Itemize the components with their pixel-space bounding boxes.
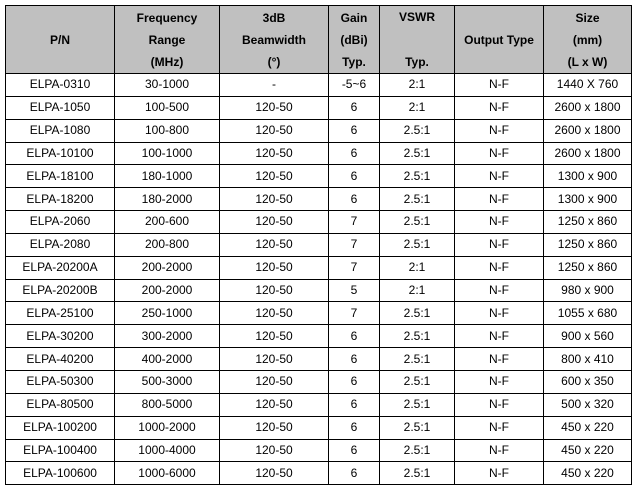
cell-size: 1300 x 900	[544, 188, 632, 211]
table-row	[6, 279, 632, 302]
table-row	[6, 256, 632, 279]
cell-size: 900 x 560	[544, 325, 632, 348]
cell-pn: ELPA-100400	[6, 439, 115, 462]
cell-freq: 200-800	[115, 233, 220, 256]
cell-beam: 120-50	[220, 188, 329, 211]
cell-gain: 6	[329, 119, 380, 142]
cell-output: N-F	[455, 142, 544, 165]
cell-size: 1250 x 860	[544, 233, 632, 256]
column-header-beam-label	[220, 6, 328, 73]
cell-pn: ELPA-18100	[6, 165, 115, 188]
table-row	[6, 416, 632, 439]
header-line: (mm)	[572, 32, 603, 47]
cell-freq: 30-1000	[115, 74, 220, 97]
cell-vswr: 2:1	[380, 256, 455, 279]
table-row	[6, 165, 632, 188]
column-header-size-label	[544, 6, 631, 73]
cell-gain: 6	[329, 96, 380, 119]
header-line: VSWR	[399, 10, 435, 24]
cell-gain: 6	[329, 142, 380, 165]
cell-output: N-F	[455, 302, 544, 325]
cell-gain: 6	[329, 348, 380, 371]
cell-output: N-F	[455, 165, 544, 188]
header-line: (°)	[267, 54, 281, 69]
column-header-vswr	[380, 6, 455, 74]
cell-freq: 1000-6000	[115, 462, 220, 485]
cell-freq: 200-600	[115, 211, 220, 234]
cell-freq: 180-2000	[115, 188, 220, 211]
cell-freq: 300-2000	[115, 325, 220, 348]
cell-gain: 7	[329, 256, 380, 279]
cell-beam: 120-50	[220, 233, 329, 256]
header-line: (L x W)	[567, 54, 608, 69]
cell-gain: 6	[329, 439, 380, 462]
cell-beam: -	[220, 74, 329, 97]
cell-freq: 800-5000	[115, 393, 220, 416]
cell-pn: ELPA-50300	[6, 370, 115, 393]
cell-freq: 100-1000	[115, 142, 220, 165]
table-header-row	[6, 6, 632, 74]
cell-beam: 120-50	[220, 439, 329, 462]
cell-vswr: 2:1	[380, 96, 455, 119]
cell-pn: ELPA-2060	[6, 211, 115, 234]
cell-output: N-F	[455, 211, 544, 234]
cell-beam: 120-50	[220, 142, 329, 165]
cell-output: N-F	[455, 119, 544, 142]
cell-pn: ELPA-80500	[6, 393, 115, 416]
cell-output: N-F	[455, 462, 544, 485]
cell-output: N-F	[455, 256, 544, 279]
header-line: Size	[575, 10, 600, 25]
cell-beam: 120-50	[220, 462, 329, 485]
cell-gain: 7	[329, 233, 380, 256]
cell-beam: 120-50	[220, 165, 329, 188]
cell-pn: ELPA-25100	[6, 302, 115, 325]
cell-beam: 120-50	[220, 302, 329, 325]
table-row	[6, 119, 632, 142]
column-header-freq	[115, 6, 220, 74]
cell-vswr: 2.5:1	[380, 165, 455, 188]
cell-output: N-F	[455, 325, 544, 348]
table-row	[6, 348, 632, 371]
cell-size: 2600 x 1800	[544, 96, 632, 119]
cell-vswr: 2.5:1	[380, 142, 455, 165]
header-line: Frequency	[136, 10, 198, 25]
cell-freq: 100-500	[115, 96, 220, 119]
header-line: Typ.	[342, 54, 366, 69]
table-row	[6, 211, 632, 234]
cell-gain: 6	[329, 462, 380, 485]
cell-output: N-F	[455, 279, 544, 302]
cell-output: N-F	[455, 96, 544, 119]
antenna-spec-table	[5, 5, 632, 485]
column-header-output-label	[455, 6, 543, 73]
cell-output: N-F	[455, 74, 544, 97]
column-header-gain	[329, 6, 380, 74]
header-line: P/N	[49, 32, 70, 47]
header-line: Typ.	[405, 55, 429, 69]
table-row	[6, 142, 632, 165]
cell-freq: 500-3000	[115, 370, 220, 393]
cell-size: 800 x 410	[544, 348, 632, 371]
cell-beam: 120-50	[220, 211, 329, 234]
header-line: Gain	[340, 10, 368, 25]
cell-pn: ELPA-30200	[6, 325, 115, 348]
cell-beam: 120-50	[220, 119, 329, 142]
cell-freq: 1000-2000	[115, 416, 220, 439]
cell-output: N-F	[455, 188, 544, 211]
cell-vswr: 2.5:1	[380, 462, 455, 485]
cell-vswr: 2.5:1	[380, 188, 455, 211]
cell-pn: ELPA-2080	[6, 233, 115, 256]
column-header-pn	[6, 6, 115, 74]
cell-size: 1250 x 860	[544, 256, 632, 279]
cell-vswr: 2.5:1	[380, 439, 455, 462]
table-row	[6, 74, 632, 97]
cell-beam: 120-50	[220, 256, 329, 279]
cell-vswr: 2.5:1	[380, 370, 455, 393]
column-header-output	[455, 6, 544, 74]
header-line: 3dB	[262, 10, 286, 25]
cell-pn: ELPA-0310	[6, 74, 115, 97]
cell-size: 500 x 320	[544, 393, 632, 416]
cell-pn: ELPA-18200	[6, 188, 115, 211]
cell-vswr: 2.5:1	[380, 416, 455, 439]
cell-vswr: 2:1	[380, 74, 455, 97]
cell-output: N-F	[455, 439, 544, 462]
column-header-size	[544, 6, 632, 74]
cell-gain: 7	[329, 302, 380, 325]
cell-pn: ELPA-100200	[6, 416, 115, 439]
cell-gain: 6	[329, 165, 380, 188]
cell-freq: 400-2000	[115, 348, 220, 371]
header-line: Range	[148, 32, 186, 47]
cell-output: N-F	[455, 393, 544, 416]
table-row	[6, 188, 632, 211]
cell-size: 1300 x 900	[544, 165, 632, 188]
table-row	[6, 233, 632, 256]
cell-pn: ELPA-10100	[6, 142, 115, 165]
cell-pn: ELPA-100600	[6, 462, 115, 485]
cell-size: 600 x 350	[544, 370, 632, 393]
cell-vswr: 2:1	[380, 279, 455, 302]
cell-size: 980 x 900	[544, 279, 632, 302]
cell-gain: -5~6	[329, 74, 380, 97]
cell-pn: ELPA-40200	[6, 348, 115, 371]
column-header-beam	[220, 6, 329, 74]
table-row	[6, 439, 632, 462]
table-row	[6, 302, 632, 325]
cell-size: 450 x 220	[544, 462, 632, 485]
cell-freq: 100-800	[115, 119, 220, 142]
cell-gain: 6	[329, 325, 380, 348]
cell-gain: 6	[329, 188, 380, 211]
table-body	[6, 74, 632, 485]
cell-pn: ELPA-1050	[6, 96, 115, 119]
cell-beam: 120-50	[220, 393, 329, 416]
cell-pn: ELPA-20200A	[6, 256, 115, 279]
cell-size: 2600 x 1800	[544, 142, 632, 165]
column-header-vswr-label	[380, 6, 454, 73]
table-row	[6, 325, 632, 348]
cell-pn: ELPA-1080	[6, 119, 115, 142]
cell-size: 2600 x 1800	[544, 119, 632, 142]
cell-beam: 120-50	[220, 416, 329, 439]
table-row	[6, 370, 632, 393]
cell-freq: 180-1000	[115, 165, 220, 188]
cell-pn: ELPA-20200B	[6, 279, 115, 302]
cell-freq: 250-1000	[115, 302, 220, 325]
cell-vswr: 2.5:1	[380, 119, 455, 142]
header-line: Beamwidth	[241, 32, 306, 47]
cell-freq: 1000-4000	[115, 439, 220, 462]
column-header-gain-label	[329, 6, 379, 73]
cell-gain: 7	[329, 211, 380, 234]
cell-freq: 200-2000	[115, 256, 220, 279]
cell-gain: 5	[329, 279, 380, 302]
cell-size: 1440 X 760	[544, 74, 632, 97]
cell-vswr: 2.5:1	[380, 211, 455, 234]
cell-beam: 120-50	[220, 325, 329, 348]
cell-vswr: 2.5:1	[380, 348, 455, 371]
cell-size: 1250 x 860	[544, 211, 632, 234]
table-row	[6, 96, 632, 119]
cell-output: N-F	[455, 370, 544, 393]
cell-output: N-F	[455, 416, 544, 439]
cell-size: 1055 x 680	[544, 302, 632, 325]
cell-size: 450 x 220	[544, 439, 632, 462]
table-row	[6, 393, 632, 416]
header-line: Output Type	[464, 32, 534, 47]
table-row	[6, 462, 632, 485]
column-header-pn-label	[6, 6, 114, 73]
cell-vswr: 2.5:1	[380, 233, 455, 256]
cell-size: 450 x 220	[544, 416, 632, 439]
cell-output: N-F	[455, 233, 544, 256]
header-line: (dBi)	[340, 32, 368, 47]
cell-beam: 120-50	[220, 279, 329, 302]
cell-vswr: 2.5:1	[380, 302, 455, 325]
cell-gain: 6	[329, 393, 380, 416]
cell-gain: 6	[329, 370, 380, 393]
cell-vswr: 2.5:1	[380, 393, 455, 416]
header-line: (MHz)	[150, 54, 184, 69]
cell-gain: 6	[329, 416, 380, 439]
cell-beam: 120-50	[220, 370, 329, 393]
cell-freq: 200-2000	[115, 279, 220, 302]
cell-vswr: 2.5:1	[380, 325, 455, 348]
column-header-freq-label	[115, 6, 219, 73]
cell-beam: 120-50	[220, 348, 329, 371]
cell-output: N-F	[455, 348, 544, 371]
cell-beam: 120-50	[220, 96, 329, 119]
